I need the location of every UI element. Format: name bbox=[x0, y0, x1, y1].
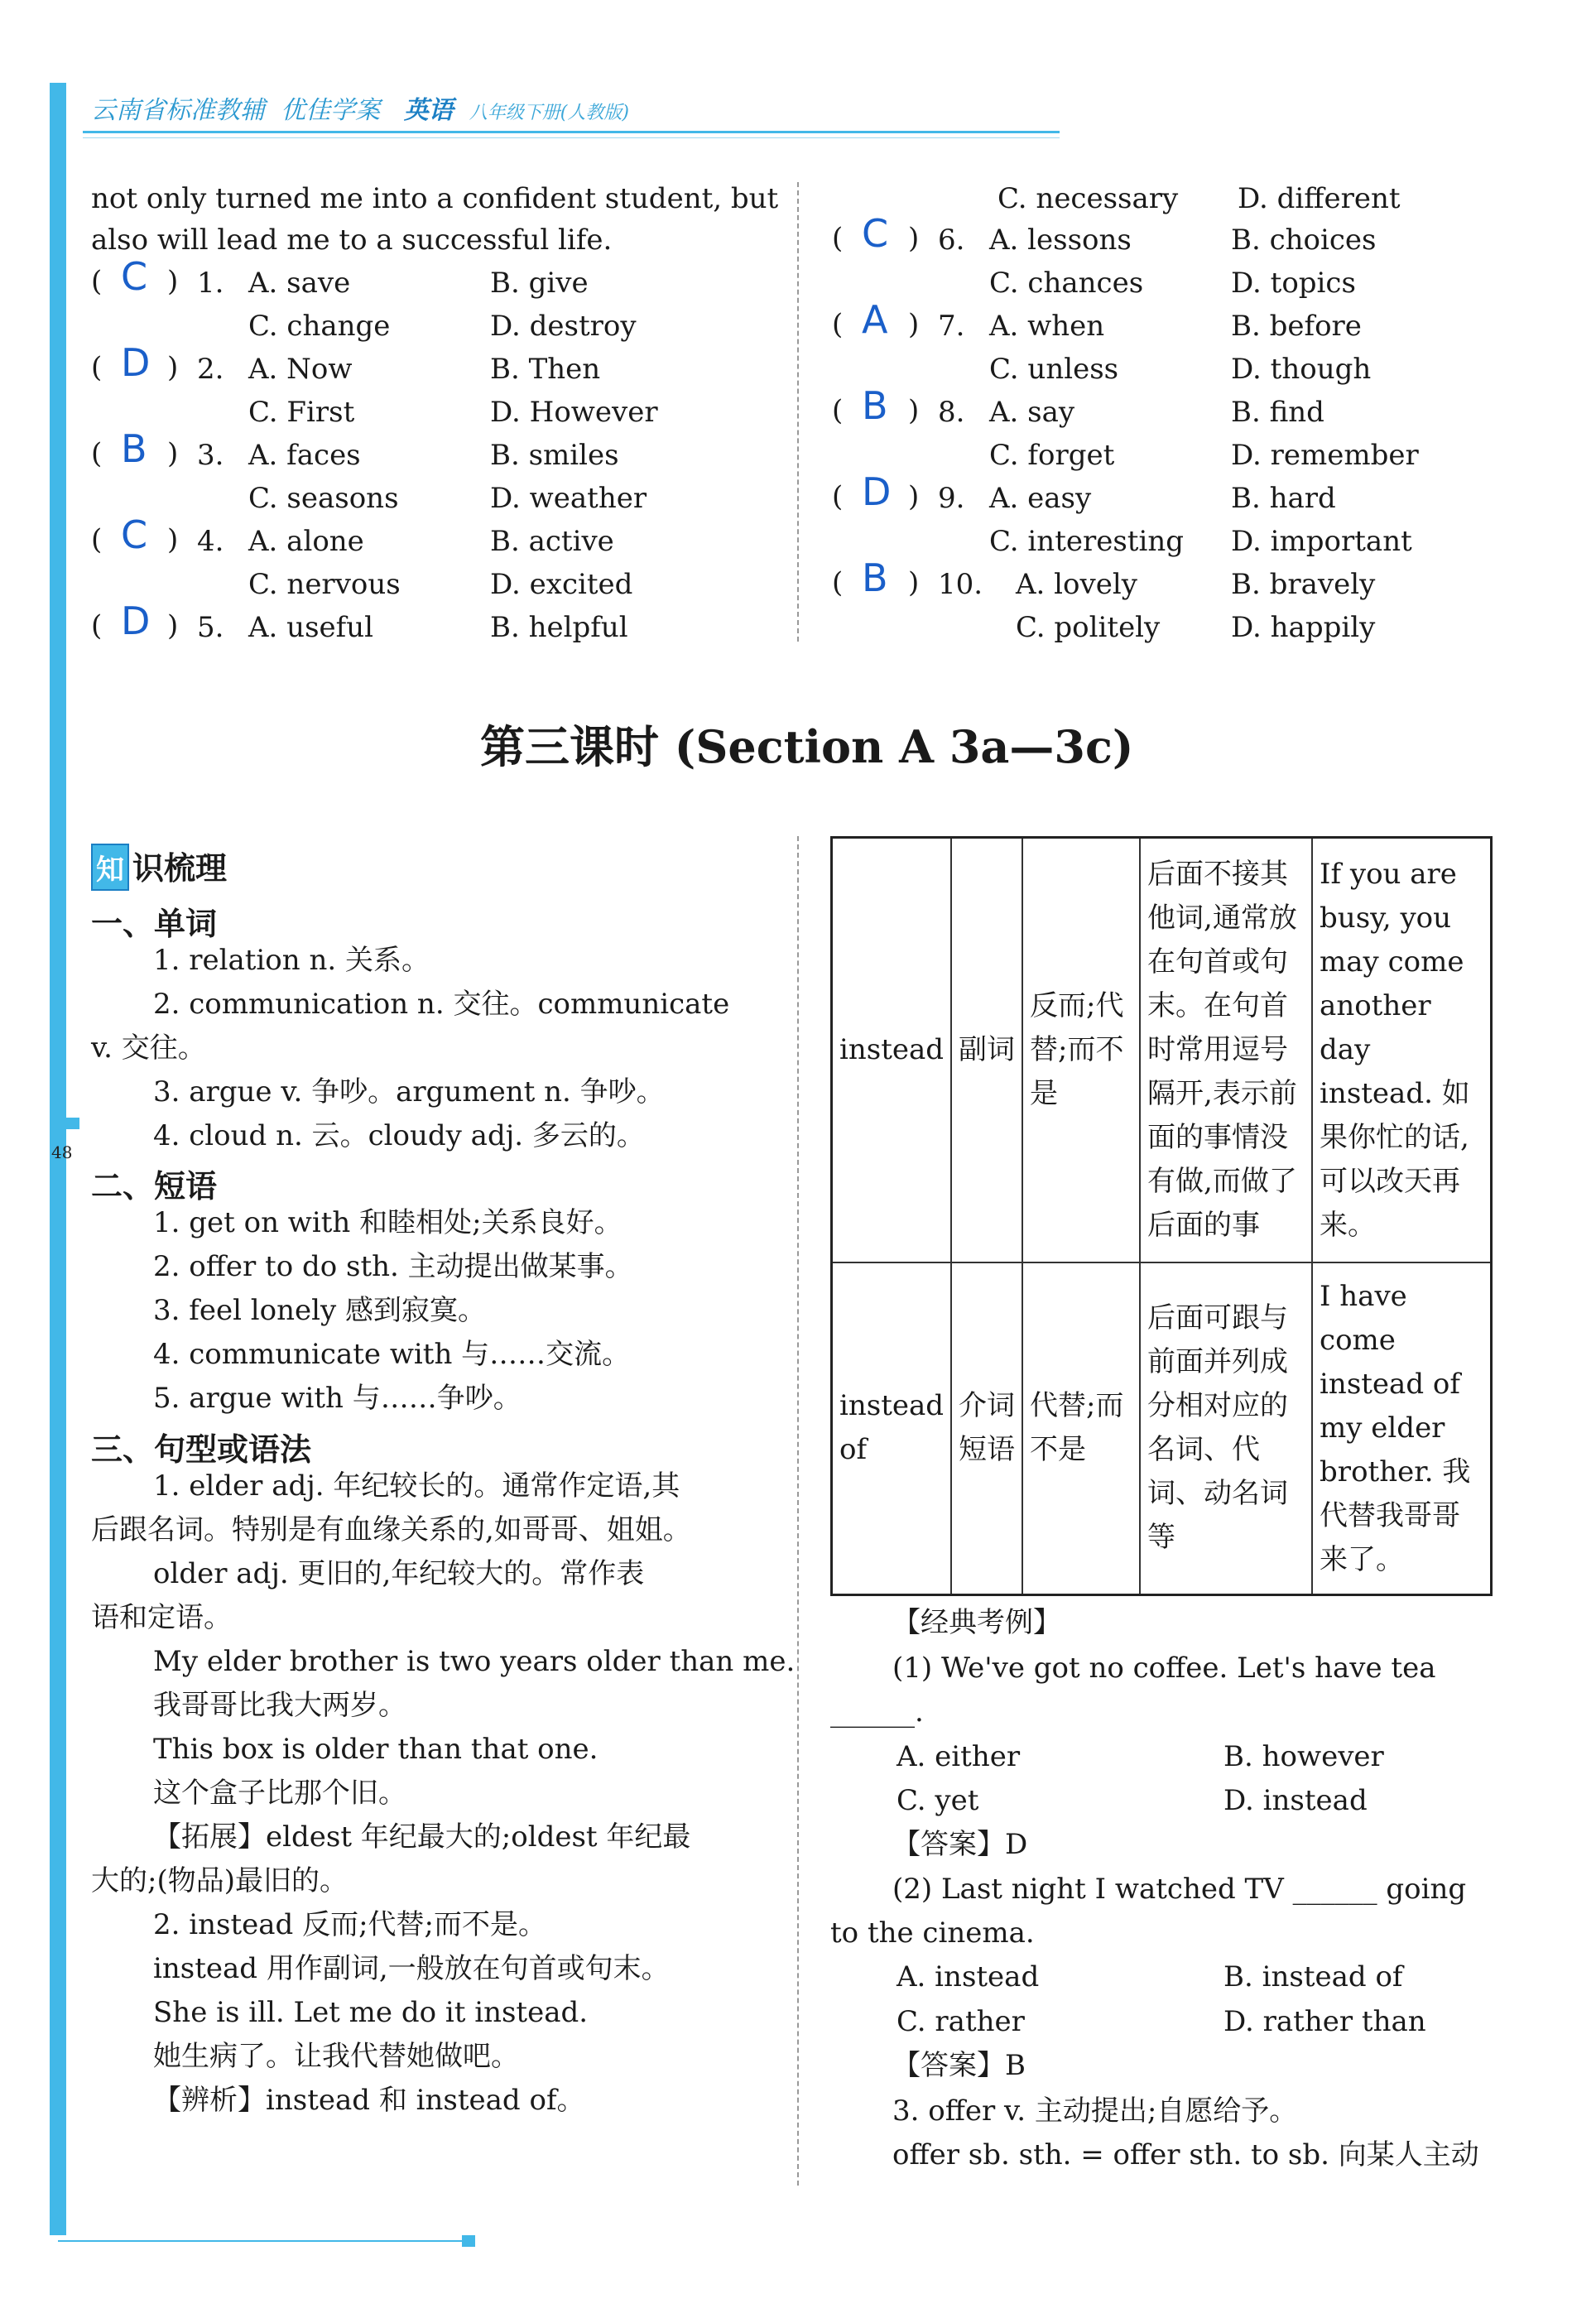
page-number: 48 bbox=[51, 1142, 73, 1162]
answer-bracket-open: ( bbox=[91, 609, 103, 642]
option-a: A. when bbox=[989, 310, 1105, 343]
question-number: 5. bbox=[197, 611, 224, 644]
option-d: D. topics bbox=[1231, 267, 1356, 300]
option-a: A. faces bbox=[248, 439, 361, 472]
option-a: A. Now bbox=[248, 353, 353, 386]
list-item: 后跟名词。特别是有血缘关系的,如哥哥、姐姐。 bbox=[91, 1513, 691, 1546]
q1-option-b: B. however bbox=[1223, 1740, 1384, 1773]
question-number: 1. bbox=[197, 267, 224, 300]
list-item: 语和定语。 bbox=[91, 1601, 232, 1634]
passage-line-1: not only turned me into a confident student, but bbox=[91, 182, 779, 215]
answer-bracket-open: ( bbox=[832, 394, 844, 427]
answer-bracket-open: ( bbox=[832, 222, 844, 255]
list-item: My elder brother is two years older than me. bbox=[153, 1645, 796, 1678]
list-item: This box is older than that one. bbox=[153, 1733, 598, 1766]
option-a: A. alone bbox=[248, 525, 364, 558]
answer-bracket-open: ( bbox=[832, 566, 844, 599]
answer-bracket-close: ) bbox=[908, 566, 920, 599]
option-a: A. easy bbox=[989, 482, 1092, 515]
q5-option-d: D. different bbox=[1238, 182, 1401, 215]
option-d: D. important bbox=[1231, 525, 1412, 558]
answer-bracket-close: ) bbox=[167, 437, 179, 470]
option-a: A. useful bbox=[248, 611, 373, 644]
offer-usage: offer sb. sth. = offer sth. to sb. 向某人主动 bbox=[892, 2138, 1479, 2171]
answer-letter: B bbox=[862, 555, 888, 600]
option-b: B. active bbox=[490, 525, 614, 558]
option-a: A. lovely bbox=[1016, 568, 1137, 601]
list-item: 1. relation n. 关系。 bbox=[153, 944, 430, 977]
q2-option-b: B. instead of bbox=[1223, 1960, 1403, 1993]
question-number: 10. bbox=[938, 568, 983, 601]
list-item: 我哥哥比我大两岁。 bbox=[153, 1689, 406, 1722]
header-grade: 八年级下册(人教版) bbox=[469, 103, 629, 123]
knowledge-title: 识梳理 bbox=[132, 850, 228, 887]
question-number: 3. bbox=[197, 439, 224, 472]
option-c: C. change bbox=[248, 310, 391, 343]
answer-letter: C bbox=[121, 254, 148, 299]
table-example: If you are busy, you may come another day instead. 如果你忙的话,可以改天再来。 bbox=[1312, 838, 1491, 1262]
option-b: B. bravely bbox=[1231, 568, 1376, 601]
option-b: B. find bbox=[1231, 396, 1324, 429]
option-b: B. Then bbox=[490, 353, 601, 386]
table-meaning: 反而;代替;而不是 bbox=[1022, 838, 1140, 1262]
answer-bracket-open: ( bbox=[91, 523, 103, 556]
list-item: She is ill. Let me do it instead. bbox=[153, 1996, 589, 2029]
answer-bracket-close: ) bbox=[908, 394, 920, 427]
answer-letter: C bbox=[862, 211, 889, 256]
answer-bracket-close: ) bbox=[908, 308, 920, 341]
option-c: C. forget bbox=[989, 439, 1115, 472]
option-d: D. happily bbox=[1231, 611, 1376, 644]
answer-bracket-open: ( bbox=[832, 308, 844, 341]
q1-option-c: C. yet bbox=[897, 1784, 979, 1817]
option-d: D. However bbox=[490, 396, 658, 429]
grammar-heading: 三、句型或语法 bbox=[91, 1431, 312, 1468]
option-c: C. nervous bbox=[248, 568, 401, 601]
question-number: 9. bbox=[938, 482, 965, 515]
zhi-badge: 知 bbox=[91, 844, 129, 891]
table-row bbox=[832, 838, 1492, 1262]
answer-letter: A bbox=[862, 297, 888, 342]
list-item: 1. elder adj. 年纪较长的。通常作定语,其 bbox=[153, 1469, 680, 1503]
option-c: C. First bbox=[248, 396, 355, 429]
question-number: 2. bbox=[197, 353, 224, 386]
list-item: v. 交往。 bbox=[91, 1032, 206, 1065]
q2-stem: (2) Last night I watched TV ______ going bbox=[892, 1873, 1467, 1906]
header-subject: 英语 bbox=[403, 96, 454, 125]
question-number: 8. bbox=[938, 396, 965, 429]
option-b: B. before bbox=[1231, 310, 1362, 343]
option-d: D. excited bbox=[490, 568, 633, 601]
option-c: C. politely bbox=[1016, 611, 1161, 644]
header-book: 优佳学案 bbox=[281, 96, 381, 125]
header-rule bbox=[83, 131, 1060, 133]
footer-mark bbox=[462, 2235, 475, 2247]
phrases-heading: 二、短语 bbox=[91, 1168, 218, 1205]
option-b: B. choices bbox=[1231, 224, 1377, 257]
answer-letter: B bbox=[121, 426, 147, 471]
answer-bracket-close: ) bbox=[167, 265, 179, 298]
option-b: B. smiles bbox=[490, 439, 619, 472]
list-item: 2. offer to do sth. 主动提出做某事。 bbox=[153, 1250, 633, 1283]
offer-entry: 3. offer v. 主动提出;自愿给予。 bbox=[892, 2094, 1298, 2128]
answer-letter: B bbox=[862, 383, 888, 428]
list-item: 大的;(物品)最旧的。 bbox=[91, 1864, 348, 1897]
option-d: D. though bbox=[1231, 353, 1372, 386]
q2-option-d: D. rather than bbox=[1223, 2005, 1426, 2038]
answer-bracket-open: ( bbox=[91, 437, 103, 470]
answer-bracket-open: ( bbox=[832, 480, 844, 513]
list-item: 2. instead 反而;代替;而不是。 bbox=[153, 1908, 547, 1941]
list-item: 她生病了。让我代替她做吧。 bbox=[153, 2040, 519, 2073]
examples-title: 【经典考例】 bbox=[892, 1606, 1061, 1639]
option-a: A. lessons bbox=[989, 224, 1132, 257]
option-b: B. helpful bbox=[490, 611, 628, 644]
list-item: 4. cloud n. 云。cloudy adj. 多云的。 bbox=[153, 1119, 645, 1152]
answer-letter: C bbox=[121, 512, 148, 557]
table-pos: 介词短语 bbox=[951, 1262, 1022, 1595]
option-a: A. say bbox=[989, 396, 1075, 429]
knowledge-heading bbox=[91, 843, 227, 891]
table-usage: 后面不接其他词,通常放在句首或句末。在句首时常用逗号隔开,表示前面的事情没有做,而做了后面的事 bbox=[1140, 838, 1312, 1262]
answer-bracket-open: ( bbox=[91, 265, 103, 298]
answer-letter: D bbox=[121, 340, 151, 385]
question-number: 7. bbox=[938, 310, 965, 343]
option-b: B. give bbox=[490, 267, 589, 300]
q1-option-d: D. instead bbox=[1223, 1784, 1368, 1817]
list-item: 3. argue v. 争吵。argument n. 争吵。 bbox=[153, 1075, 665, 1109]
q2-answer: 【答案】B bbox=[892, 2049, 1026, 2082]
answer-letter: D bbox=[121, 599, 151, 643]
option-c: C. unless bbox=[989, 353, 1119, 386]
table-usage: 后面可跟与前面并列成分相对应的名词、代词、动名词等 bbox=[1140, 1262, 1312, 1595]
words-heading: 一、单词 bbox=[91, 906, 218, 942]
q1-stem: (1) We've got no coffee. Let's have tea bbox=[892, 1652, 1436, 1685]
list-item: 1. get on with 和睦相处;关系良好。 bbox=[153, 1206, 623, 1239]
table-word: instead bbox=[832, 838, 952, 1262]
table-word: instead of bbox=[832, 1262, 952, 1595]
q1-blank: ______. bbox=[830, 1695, 924, 1729]
instead-comparison-table bbox=[830, 836, 1493, 1596]
question-number: 6. bbox=[938, 224, 965, 257]
page-tab-mark bbox=[51, 1118, 79, 1129]
answer-letter: D bbox=[862, 469, 892, 514]
table-meaning: 代替;而不是 bbox=[1022, 1262, 1140, 1595]
answer-bracket-close: ) bbox=[908, 480, 920, 513]
footer-rule bbox=[58, 2240, 472, 2242]
answer-bracket-close: ) bbox=[167, 609, 179, 642]
list-item: 这个盒子比那个旧。 bbox=[153, 1777, 406, 1810]
q2-option-c: C. rather bbox=[897, 2005, 1025, 2038]
column-divider-bottom bbox=[797, 836, 799, 2186]
table-example: I have come instead of my elder brother. 我代替我哥哥来了。 bbox=[1312, 1262, 1491, 1595]
option-c: C. seasons bbox=[248, 482, 399, 515]
q1-option-a: A. either bbox=[897, 1740, 1021, 1773]
answer-bracket-close: ) bbox=[167, 351, 179, 384]
q1-answer: 【答案】D bbox=[892, 1828, 1028, 1861]
header-rule-thin bbox=[83, 137, 1060, 138]
option-a: A. save bbox=[248, 267, 351, 300]
option-d: D. destroy bbox=[490, 310, 637, 343]
list-item: 3. feel lonely 感到寂寞。 bbox=[153, 1294, 487, 1327]
table-pos: 副词 bbox=[951, 838, 1022, 1262]
section-title: 第三课时 (Section A 3a—3c) bbox=[480, 720, 1134, 773]
column-divider-top bbox=[797, 182, 799, 642]
list-item: 4. communicate with 与……交流。 bbox=[153, 1338, 631, 1371]
answer-bracket-close: ) bbox=[908, 222, 920, 255]
header-series: 云南省标准教辅 bbox=[91, 96, 265, 125]
table-row bbox=[832, 1262, 1492, 1595]
q5-option-c: C. necessary bbox=[997, 182, 1179, 215]
list-item: 【辨析】instead 和 instead of。 bbox=[153, 2084, 585, 2117]
option-d: D. remember bbox=[1231, 439, 1419, 472]
list-item: 2. communication n. 交往。communicate bbox=[153, 988, 730, 1021]
list-item: 5. argue with 与……争吵。 bbox=[153, 1382, 522, 1415]
q2-stem-cont: to the cinema. bbox=[830, 1916, 1035, 1950]
option-d: D. weather bbox=[490, 482, 647, 515]
passage-line-2: also will lead me to a successful life. bbox=[91, 224, 613, 257]
list-item: 【拓展】eldest 年纪最大的;oldest 年纪最 bbox=[153, 1820, 691, 1854]
header-title bbox=[91, 89, 629, 126]
option-b: B. hard bbox=[1231, 482, 1336, 515]
list-item: instead 用作副词,一般放在句首或句末。 bbox=[153, 1952, 670, 1985]
option-c: C. interesting bbox=[989, 525, 1184, 558]
question-number: 4. bbox=[197, 525, 224, 558]
list-item: older adj. 更旧的,年纪较大的。常作表 bbox=[153, 1557, 645, 1590]
option-c: C. chances bbox=[989, 267, 1144, 300]
q2-option-a: A. instead bbox=[897, 1960, 1040, 1993]
answer-bracket-close: ) bbox=[167, 523, 179, 556]
answer-bracket-open: ( bbox=[91, 351, 103, 384]
